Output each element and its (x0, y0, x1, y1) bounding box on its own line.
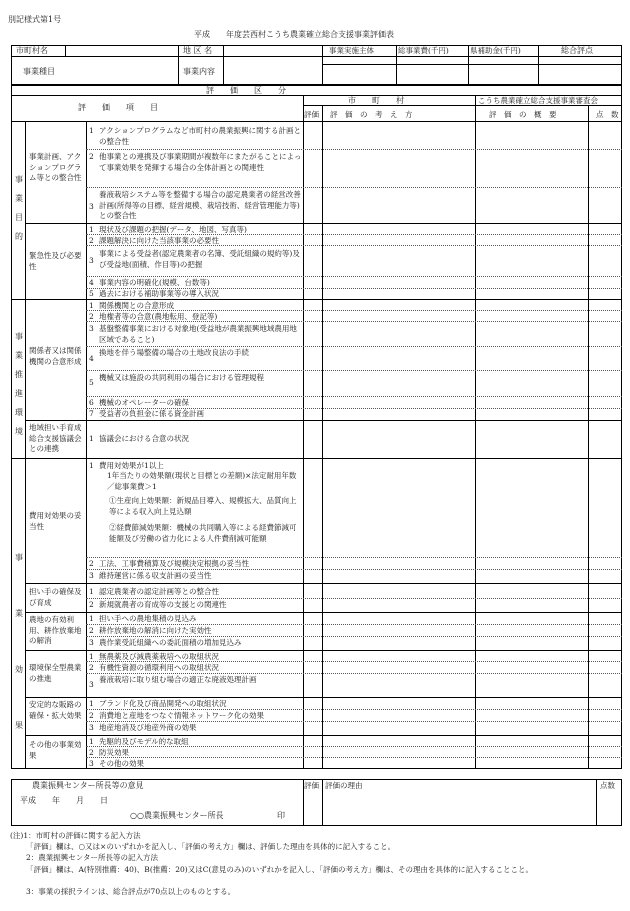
item-number: 2 (89, 663, 94, 672)
group-name: 農地の有効利用、耕作放棄地の解消 (29, 615, 82, 645)
item-text: 維持運営に係る収支計画の妥当性 (99, 571, 212, 580)
item-text: ブランド化及び商品開発への取組状況 (99, 699, 227, 708)
item-number: 3 (89, 202, 94, 211)
note-line: 「評価」欄は、A(特別推薦：40)、B(推薦：20)又はC(意見のみ)のいずれかを記入し、「評価の考え方」欄は、その理由を具体的に記入することこと。 (26, 865, 534, 874)
item-number: 1 (89, 614, 94, 623)
group-name: 安定的な販路の確保・拡大効果 (29, 700, 82, 720)
item-text: 農作業受託組織への委託面積の増加見込み (99, 638, 242, 647)
item-number: 5 (89, 378, 94, 387)
item-text: 地権者等の合意(農地転用、登記等) (99, 312, 218, 321)
item-text: その他の効果 (99, 759, 144, 768)
item-text: 認定農業者の認定計画等との整合性 (99, 587, 219, 596)
item-number: 3 (89, 638, 94, 647)
item-number: 1 (89, 737, 94, 746)
item-text: 養液栽培システム等を整備する場合の認定農業者の経営改善計画(所得等の目標、経営規模、栽培技術、経営管理能力等)との整合性 (99, 190, 301, 220)
item-number: 1 (89, 301, 94, 310)
item-text: 防災効果 (99, 748, 129, 757)
item-number: 1 (89, 434, 94, 443)
item-text: 基盤整備事業における対象地(受益地が農業振興地域農用地区域であること) (99, 324, 297, 344)
item-number: 4 (89, 278, 94, 287)
item-number: 1 (89, 652, 94, 661)
item-number: 2 (89, 600, 94, 609)
eval-header: 評価 (304, 110, 319, 119)
item-number: 2 (89, 152, 94, 161)
item-number: 5 (89, 289, 94, 298)
item-number: 4 (89, 354, 94, 363)
date-line: 平成 年 月 日 (20, 796, 108, 805)
evaluation-category-header: 評 価 区 分 (206, 86, 286, 95)
item-number: 1 (89, 126, 94, 135)
project-type-label: 事業種目 (23, 67, 55, 76)
item-number: 3 (89, 759, 94, 768)
item-text: 養液栽培に取り組む場合の適正な廃液処理計画 (99, 675, 257, 684)
project-content-label: 事業内容 (183, 67, 215, 76)
district-label: 地 区 名 (183, 46, 213, 55)
item-number: 3 (89, 680, 94, 689)
council-header: こうち農業確立総合支援事業審査会 (478, 96, 598, 105)
item-text: 工法、工事費積算及び規模決定根拠の妥当性 (99, 559, 249, 568)
subsidy-label: 県補助金(千円) (470, 46, 521, 55)
item-text: 協議会における合意の状況 (99, 434, 189, 443)
group-name: 事業計画、アクションプログラム等との整合性 (29, 152, 82, 182)
item-text: 耕作放棄地の解消に向けた実効性 (99, 626, 212, 635)
total-score-label: 総合評点 (561, 46, 593, 55)
item-text: 機械又は施設の共同利用の場合における管理規程 (99, 373, 264, 382)
item-number: 2 (89, 748, 94, 757)
group-name: 緊急性及び必要性 (29, 251, 82, 271)
eval-approach-header: 評 価 の 考 え 方 (330, 110, 413, 119)
item-text: 先駆的及びモデル的な取組 (99, 737, 189, 746)
item-text: 関係機関との合意形成 (99, 301, 174, 310)
item-number: 2 (89, 236, 94, 245)
item-text: 過去における補助事業等の導入状況 (99, 289, 219, 298)
evaluation-items-header: 評 価 項 目 (78, 103, 158, 112)
item-text: 1年当たりの効果額(現状と目標との差額)×法定耐用年数／総事業費＞1 (107, 471, 297, 491)
item-text: 受益者の負担金に係る資金計画 (99, 409, 204, 418)
item-text: 他事業との連携及び事業期間が複数年にまたがることによって事業効果を発揮する場合の全体計画との関連性 (99, 152, 302, 172)
item-text: ②経費節減効果額：機械の共同購入等による経費節減可能額及び労働の省力化による人件費削減可能額 (109, 523, 297, 543)
footer-reason-label: 評価の理由 (325, 781, 363, 790)
seal-label: 印 (277, 811, 285, 820)
item-number: 3 (89, 256, 94, 265)
signer-label: ○○農業振興センター所長 (130, 811, 224, 820)
item-text: 有機性資源の循環利用への取組状況 (99, 663, 219, 672)
item-text: 担い手への農地集積の見込み (99, 614, 197, 623)
item-text: 費用対効果が1以上 (99, 461, 164, 470)
group-name: 費用対効果の妥当性 (29, 511, 82, 531)
note-line: 「評価」欄は、○又は×のいずれかを記入し、「評価の考え方」欄は、評価した理由を具体的に記入すること。 (26, 842, 396, 851)
item-number: 1 (89, 699, 94, 708)
municipality-label: 市町村名 (16, 46, 48, 55)
item-number: 2 (89, 626, 94, 635)
note-line: 2：農業振興センター所長等の記入方法 (26, 853, 158, 862)
item-text: 現状及び課題の把握(データ、地図、写真等) (99, 225, 247, 234)
item-text: 換地を伴う場整備の場合の土地改良法の手続 (99, 348, 249, 357)
form-id: 別記様式第1号 (8, 15, 62, 24)
municipality-header: 市 町 村 (348, 96, 404, 105)
item-text: ①生産向上効果額：新規品目導入、規模拡大、品質向上等による収入向上見込額 (109, 496, 297, 516)
item-text: 地産地消及び地産外商の効果 (99, 723, 197, 732)
center-opinion-label: 農業振興センター所長等の意見 (32, 781, 144, 790)
item-number: 7 (89, 409, 94, 418)
group-name: 関係者又は関係機関の合意形成 (29, 346, 82, 366)
item-text: 無農薬及び減農薬栽培への取組状況 (99, 652, 219, 661)
item-text: 事業内容の明確化(規模、台数等) (99, 278, 210, 287)
item-number: 3 (89, 723, 94, 732)
section-label-purpose: 事業目的 (15, 175, 23, 241)
section-label-environment: 事業推進環境 (15, 332, 23, 436)
group-name: 環境保全型農業の推進 (29, 663, 82, 683)
item-number: 1 (89, 461, 94, 470)
item-number: 1 (89, 225, 94, 234)
item-number: 3 (89, 571, 94, 580)
item-text: 事業による受益者(認定農業者の名簿、受託組織の規約等)及び受益地(面積、作目等)の把握 (99, 249, 300, 269)
item-text: 機械のオペレーターの確保 (99, 398, 189, 407)
footer-score-label: 点数 (600, 781, 615, 790)
total-cost-label: 総事業費(千円) (398, 46, 449, 55)
item-text: 消費地と産地をつなぐ情報ネットワーク化の効果 (99, 711, 264, 720)
page-title: 平成 年度芸西村こうち農業確立総合支援事業評価表 (194, 30, 394, 39)
note-line: (注)1：市町村の評価に関する記入方法 (10, 831, 141, 840)
score-header: 点 数 (596, 110, 619, 119)
group-name: 地域担い手育成総合支援協議会との連携 (29, 423, 82, 453)
item-text: 課題解決に向けた当該事業の必要性 (99, 236, 219, 245)
item-number: 3 (89, 324, 94, 333)
section-label-effect: 事業効果 (15, 553, 23, 730)
eval-summary-header: 評 価 の 概 要 (489, 110, 557, 119)
note-line: 3：事業の採択ラインは、総合評点が70点以上のものとする。 (26, 887, 236, 896)
item-number: 2 (89, 559, 94, 568)
item-number: 2 (89, 312, 94, 321)
footer-eval-label: 評価 (304, 781, 319, 790)
item-number: 6 (89, 398, 94, 407)
group-name: 担い手の確保及び育成 (29, 587, 82, 607)
item-text: 新規就農者の育成等の支援との関連性 (99, 600, 227, 609)
group-name: その他の事業効果 (29, 740, 82, 760)
item-text: アクションプログラムなど市町村の農業振興に関する計画との整合性 (99, 126, 302, 146)
implementer-label: 事業実施主体 (329, 46, 374, 55)
item-number: 2 (89, 711, 94, 720)
item-number: 1 (89, 587, 94, 596)
